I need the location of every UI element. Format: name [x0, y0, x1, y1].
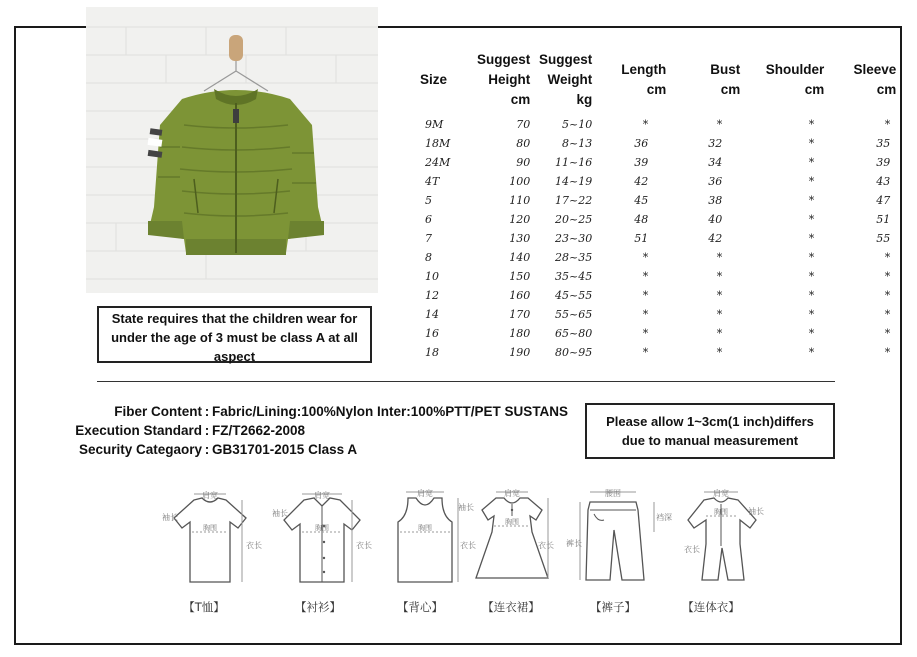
size-cell-length: * [642, 251, 649, 264]
size-cell-weight: 20~25 [555, 213, 593, 226]
size-row [420, 248, 896, 267]
size-cell-height: 150 [509, 270, 531, 283]
size-cell-size: 14 [425, 308, 439, 321]
size-cell-size: 9M [425, 118, 444, 131]
size-cell-bust: 38 [708, 194, 723, 207]
size-row [420, 286, 896, 305]
execution-standard-row: Execution Standard : FZ/T2662-2008 [60, 421, 568, 440]
size-row [420, 229, 896, 248]
size-cell-size: 6 [425, 213, 432, 226]
svg-text:袖长: 袖长 [162, 513, 178, 522]
size-cell-sleeve: * [884, 327, 891, 340]
size-cell-weight: 35~45 [555, 270, 593, 283]
size-cell-shoulder: * [808, 137, 815, 150]
size-cell-height: 70 [516, 118, 531, 131]
size-cell-bust: * [716, 346, 723, 359]
size-cell-height: 110 [509, 194, 531, 207]
size-cell-bust: * [716, 251, 723, 264]
romper-icon [666, 486, 776, 590]
size-cell-sleeve: 55 [876, 232, 891, 245]
execution-standard-label: Execution Standard [75, 423, 202, 438]
size-cell-height: 100 [509, 175, 531, 188]
size-cell-bust: 32 [708, 137, 723, 150]
shirt-diagram [268, 486, 372, 586]
size-cell-bust: * [716, 118, 723, 131]
product-info [60, 402, 568, 459]
measurement-note-box [585, 403, 835, 459]
size-cell-length: 48 [634, 213, 649, 226]
size-cell-length: * [642, 289, 649, 302]
dress-caption: 【连衣裙】 [482, 600, 540, 614]
size-cell-sleeve: * [884, 308, 891, 321]
size-cell-shoulder: * [808, 213, 815, 226]
execution-standard-value: FZ/T2662-2008 [212, 423, 306, 438]
size-cell-sleeve: 51 [876, 213, 891, 226]
size-cell-shoulder: * [808, 327, 815, 340]
size-cell-bust: * [716, 308, 723, 321]
size-cell-length: 39 [634, 156, 649, 169]
jacket-image [86, 7, 378, 293]
size-cell-sleeve: * [884, 251, 891, 264]
svg-text:衣长: 衣长 [460, 541, 476, 550]
size-cell-bust: * [716, 327, 723, 340]
size-table-header [420, 50, 896, 110]
notice-line-3: aspect [213, 349, 256, 364]
size-cell-shoulder: * [808, 194, 815, 207]
size-cell-shoulder: * [808, 251, 815, 264]
size-cell-length: 42 [634, 175, 649, 188]
size-chart-table [420, 50, 896, 362]
svg-text:胸围: 胸围 [203, 524, 217, 532]
svg-text:胸围: 胸围 [714, 508, 728, 516]
size-cell-size: 12 [425, 289, 439, 302]
size-cell-size: 10 [425, 270, 439, 283]
size-cell-bust: * [716, 289, 723, 302]
size-cell-length: * [642, 118, 649, 131]
size-row [420, 115, 896, 134]
svg-text:肩宽: 肩宽 [314, 491, 330, 500]
size-row [420, 153, 896, 172]
svg-text:胸围: 胸围 [315, 524, 329, 532]
product-photo [86, 7, 378, 293]
header-weight: Suggest Weight kg [539, 52, 593, 107]
header-height: Suggest Height cm [477, 52, 531, 107]
svg-text:裤长: 裤长 [566, 539, 582, 548]
fiber-content-label: Fiber Content [114, 404, 202, 419]
size-cell-sleeve: 35 [876, 137, 891, 150]
size-cell-sleeve: * [884, 289, 891, 302]
size-cell-bust: 36 [708, 175, 723, 188]
svg-text:肩宽: 肩宽 [713, 489, 729, 498]
measurement-note-line-2: due to manual measurement [621, 433, 799, 448]
size-cell-bust: * [716, 270, 723, 283]
size-table-body [420, 115, 896, 362]
vest-caption: 【背心】 [397, 600, 443, 614]
size-cell-bust: 42 [708, 232, 723, 245]
size-cell-shoulder: * [808, 308, 815, 321]
size-cell-height: 140 [509, 251, 531, 264]
size-cell-shoulder: * [808, 346, 815, 359]
size-cell-sleeve: 47 [876, 194, 891, 207]
size-cell-sleeve: * [884, 118, 891, 131]
size-cell-size: 18 [425, 346, 439, 359]
size-cell-size: 16 [425, 327, 439, 340]
size-row [420, 172, 896, 191]
size-cell-weight: 14~19 [555, 175, 593, 188]
size-cell-size: 5 [425, 194, 432, 207]
size-cell-length: * [642, 270, 649, 283]
header-length: Length cm [621, 62, 667, 97]
state-notice-box [97, 306, 372, 363]
size-cell-size: 24M [425, 156, 451, 169]
size-row [420, 191, 896, 210]
size-cell-height: 90 [516, 156, 531, 169]
size-cell-shoulder: * [808, 289, 815, 302]
svg-text:胸围: 胸围 [418, 524, 432, 532]
size-cell-weight: 8~13 [562, 137, 593, 150]
pants-icon [564, 486, 674, 590]
size-row [420, 324, 896, 343]
size-cell-weight: 28~35 [555, 251, 593, 264]
size-cell-size: 4T [425, 175, 440, 188]
tshirt-caption: 【T恤】 [183, 600, 225, 614]
notice-line-1: State requires that the children wear for [111, 311, 358, 326]
size-row [420, 210, 896, 229]
tshirt-diagram [154, 486, 262, 586]
security-category-row: Security Categaory : GB31701-2015 Class A [60, 440, 568, 459]
size-cell-height: 190 [509, 346, 531, 359]
size-cell-sleeve: 43 [876, 175, 891, 188]
size-cell-height: 80 [516, 137, 531, 150]
tshirt-icon [154, 486, 264, 590]
size-cell-weight: 55~65 [555, 308, 593, 321]
header-shoulder: Shoulder cm [765, 62, 825, 97]
size-cell-weight: 23~30 [555, 232, 593, 245]
size-cell-shoulder: * [808, 232, 815, 245]
size-row [420, 267, 896, 286]
header-size: Size [420, 72, 448, 87]
svg-text:衣长: 衣长 [356, 541, 372, 550]
size-cell-size: 7 [425, 232, 432, 245]
svg-text:胸围: 胸围 [505, 518, 519, 526]
size-cell-shoulder: * [808, 175, 815, 188]
shirt-icon [268, 486, 378, 590]
size-cell-shoulder: * [808, 156, 815, 169]
svg-text:袖长: 袖长 [272, 509, 288, 518]
header-sleeve: Sleeve cm [853, 62, 897, 97]
size-cell-height: 130 [509, 232, 531, 245]
size-cell-height: 170 [509, 308, 531, 321]
measurement-note-line-1: Please allow 1~3cm(1 inch)differs [606, 414, 814, 429]
size-cell-length: 45 [634, 194, 649, 207]
size-cell-bust: 40 [708, 213, 723, 226]
fiber-content-value: Fabric/Lining:100%Nylon Inter:100%PTT/PET SUSTANS [212, 404, 569, 419]
size-cell-weight: 11~16 [555, 156, 593, 169]
size-cell-shoulder: * [808, 118, 815, 131]
svg-text:衣长: 衣长 [538, 541, 554, 550]
garment-measure-diagrams [150, 486, 790, 626]
svg-text:衣长: 衣长 [246, 541, 262, 550]
size-row [420, 305, 896, 324]
notice-line-2: under the age of 3 must be class A at all [111, 330, 358, 345]
size-cell-length: 51 [634, 232, 649, 245]
pants-caption: 【裤子】 [590, 600, 636, 614]
romper-caption: 【连体衣】 [682, 600, 740, 614]
size-row [420, 134, 896, 153]
svg-text:衣长: 衣长 [684, 545, 700, 554]
size-cell-length: 36 [634, 137, 649, 150]
svg-text:裆深: 裆深 [656, 513, 672, 522]
size-cell-weight: 45~55 [555, 289, 593, 302]
size-cell-length: * [642, 346, 649, 359]
size-cell-height: 120 [509, 213, 531, 226]
size-cell-size: 18M [425, 137, 451, 150]
size-cell-sleeve: 39 [876, 156, 891, 169]
svg-text:肩宽: 肩宽 [417, 489, 433, 498]
size-cell-sleeve: * [884, 270, 891, 283]
svg-text:腰围: 腰围 [605, 489, 621, 498]
size-cell-shoulder: * [808, 270, 815, 283]
svg-text:袖长: 袖长 [458, 503, 474, 512]
size-cell-weight: 65~80 [555, 327, 593, 340]
fiber-content-row: Fiber Content : Fabric/Lining:100%Nylon Inter:100%PTT/PET SUSTANS [60, 402, 568, 421]
size-row [420, 343, 896, 362]
shirt-caption: 【衬衫】 [295, 600, 341, 614]
dress-icon [456, 486, 566, 590]
size-cell-sleeve: * [884, 346, 891, 359]
svg-text:肩宽: 肩宽 [202, 491, 218, 500]
dress-diagram [456, 486, 556, 586]
size-cell-height: 180 [509, 327, 531, 340]
romper-diagram [666, 486, 766, 586]
svg-text:肩宽: 肩宽 [504, 489, 520, 498]
size-cell-weight: 5~10 [562, 118, 593, 131]
section-divider [97, 381, 835, 382]
size-cell-length: * [642, 327, 649, 340]
header-bust: Bust cm [710, 62, 741, 97]
security-category-label: Security Categaory [78, 442, 202, 457]
size-cell-length: * [642, 308, 649, 321]
size-cell-height: 160 [509, 289, 531, 302]
size-cell-bust: 34 [708, 156, 723, 169]
size-cell-weight: 17~22 [555, 194, 593, 207]
pants-diagram [564, 486, 672, 586]
security-category-value: GB31701-2015 Class A [212, 442, 358, 457]
size-cell-size: 8 [425, 251, 432, 264]
svg-text:袖长: 袖长 [748, 507, 764, 516]
size-cell-weight: 80~95 [555, 346, 593, 359]
